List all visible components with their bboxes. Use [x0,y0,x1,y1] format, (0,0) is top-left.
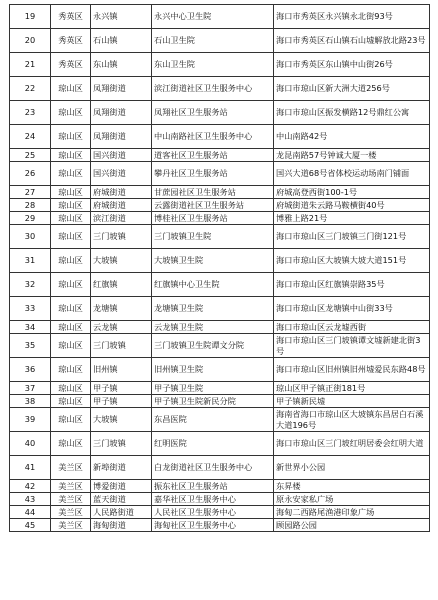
row-number: 43 [10,493,51,506]
row-number: 41 [10,456,51,480]
row-district: 琼山区 [51,101,91,125]
row-address: 国兴大道68号省体校运动场南门铺面 [274,162,430,186]
table-row [10,395,430,408]
row-district: 美兰区 [51,480,91,493]
row-address: 海口市秀英区东山镇中山街26号 [274,53,430,77]
table-row [10,225,430,249]
row-number: 44 [10,506,51,519]
table-row [10,358,430,382]
row-institution: 大坡镇卫生院 [152,249,274,273]
row-address: 博雅上路21号 [274,212,430,225]
row-district: 美兰区 [51,493,91,506]
table-row [10,186,430,199]
row-number: 19 [10,5,51,29]
table-row [10,408,430,432]
row-district: 琼山区 [51,149,91,162]
row-number: 42 [10,480,51,493]
row-address: 甲子镇新民墟 [274,395,430,408]
row-institution: 博桂社区卫生服务站 [152,212,274,225]
row-town: 博爱街道 [91,480,152,493]
row-town: 凤翔街道 [91,101,152,125]
row-town: 新埠街道 [91,456,152,480]
row-town: 凤翔街道 [91,77,152,101]
table-row [10,297,430,321]
row-district: 琼山区 [51,212,91,225]
row-address: 海口市琼山区龙塘镇中山街33号 [274,297,430,321]
table-row [10,480,430,493]
row-number: 24 [10,125,51,149]
row-institution: 三门坡镇卫生院谭文分院 [152,334,274,358]
table-row [10,212,430,225]
row-town: 三门坡镇 [91,334,152,358]
row-number: 29 [10,212,51,225]
row-district: 美兰区 [51,519,91,532]
table-row [10,493,430,506]
row-institution: 滨江街道社区卫生服务中心 [152,77,274,101]
row-address: 海口市琼山区红旗镇崇路35号 [274,273,430,297]
row-district: 琼山区 [51,358,91,382]
row-number: 21 [10,53,51,77]
row-address: 中山南路42号 [274,125,430,149]
row-town: 滨江街道 [91,212,152,225]
row-district: 美兰区 [51,506,91,519]
row-district: 琼山区 [51,334,91,358]
table-row [10,29,430,53]
row-number: 23 [10,101,51,125]
row-town: 国兴街道 [91,162,152,186]
row-address: 海口市琼山区云龙墟西街 [274,321,430,334]
row-institution: 甘蔗园社区卫生服务站 [152,186,274,199]
row-address: 海口市琼山区三门坡红明居委会红明大道 [274,432,430,456]
row-town: 石山镇 [91,29,152,53]
row-number: 27 [10,186,51,199]
table-row [10,53,430,77]
row-address: 原永安家私广场 [274,493,430,506]
clinic-table-container [9,4,429,532]
row-address: 海口市秀英区石山镇石山墟解放北路23号 [274,29,430,53]
row-district: 琼山区 [51,186,91,199]
row-district: 琼山区 [51,321,91,334]
row-town: 凤翔街道 [91,125,152,149]
row-town: 甲子镇 [91,382,152,395]
row-address: 府城高登西街100-1号 [274,186,430,199]
row-number: 31 [10,249,51,273]
row-institution: 凤翔社区卫生服务站 [152,101,274,125]
table-row [10,149,430,162]
row-district: 秀英区 [51,53,91,77]
row-address: 海口市琼山区新大洲大道256号 [274,77,430,101]
table-row [10,5,430,29]
row-district: 琼山区 [51,408,91,432]
row-institution: 甲子镇卫生院 [152,382,274,395]
table-row [10,249,430,273]
row-town: 海甸街道 [91,519,152,532]
row-district: 琼山区 [51,199,91,212]
row-institution: 旧州镇卫生院 [152,358,274,382]
table-row [10,506,430,519]
row-number: 33 [10,297,51,321]
row-town: 国兴街道 [91,149,152,162]
row-town: 永兴镇 [91,5,152,29]
row-number: 34 [10,321,51,334]
row-address: 顾园路公园 [274,519,430,532]
row-town: 大坡镇 [91,249,152,273]
table-row [10,162,430,186]
row-address: 海甸二西路尾渔港印象广场 [274,506,430,519]
row-district: 美兰区 [51,456,91,480]
row-district: 琼山区 [51,125,91,149]
row-town: 人民路街道 [91,506,152,519]
table-row [10,321,430,334]
row-number: 26 [10,162,51,186]
clinic-table [9,4,430,532]
row-town: 云龙镇 [91,321,152,334]
row-number: 45 [10,519,51,532]
row-address: 海南省海口市琼山区大坡镇东昌居白石溪大道196号 [274,408,430,432]
row-institution: 道客社区卫生服务站 [152,149,274,162]
row-address: 龙昆南路57号钟诚大厦一楼 [274,149,430,162]
row-district: 琼山区 [51,382,91,395]
row-number: 25 [10,149,51,162]
row-number: 39 [10,408,51,432]
row-district: 琼山区 [51,77,91,101]
table-row [10,519,430,532]
row-number: 30 [10,225,51,249]
row-town: 东山镇 [91,53,152,77]
clinic-table-body [10,5,430,532]
row-address: 府城街道朱云路马鞍横街40号 [274,199,430,212]
row-number: 35 [10,334,51,358]
row-institution: 东山卫生院 [152,53,274,77]
table-row [10,456,430,480]
row-number: 22 [10,77,51,101]
row-district: 琼山区 [51,395,91,408]
row-number: 40 [10,432,51,456]
row-number: 37 [10,382,51,395]
table-row [10,101,430,125]
row-district: 秀英区 [51,5,91,29]
table-row [10,432,430,456]
row-number: 20 [10,29,51,53]
row-address: 新世界小公园 [274,456,430,480]
row-number: 38 [10,395,51,408]
row-institution: 白龙街道社区卫生服务中心 [152,456,274,480]
row-address: 海口市琼山区三门坡镇谭文墟新建北街3号 [274,334,430,358]
row-address: 海口市秀英区永兴镇永北街93号 [274,5,430,29]
row-district: 琼山区 [51,162,91,186]
row-institution: 人民社区卫生服务中心 [152,506,274,519]
row-address: 海口市琼山区大坡镇大坡大道151号 [274,249,430,273]
row-institution: 攀丹社区卫生服务站 [152,162,274,186]
row-district: 琼山区 [51,273,91,297]
row-address: 海口市琼山区旧州镇旧州墟爱民东路48号 [274,358,430,382]
row-institution: 云龙镇卫生院 [152,321,274,334]
row-institution: 云露街道社区卫生服务站 [152,199,274,212]
row-institution: 红旗镇中心卫生院 [152,273,274,297]
row-institution: 振东社区卫生服务站 [152,480,274,493]
row-town: 红旗镇 [91,273,152,297]
table-row [10,199,430,212]
table-row [10,273,430,297]
row-number: 36 [10,358,51,382]
row-institution: 三门坡镇卫生院 [152,225,274,249]
row-district: 琼山区 [51,432,91,456]
row-address: 东昇楼 [274,480,430,493]
row-district: 秀英区 [51,29,91,53]
table-row [10,382,430,395]
row-town: 甲子镇 [91,395,152,408]
table-row [10,125,430,149]
row-institution: 石山卫生院 [152,29,274,53]
row-town: 大坡镇 [91,408,152,432]
row-town: 府城街道 [91,186,152,199]
row-number: 32 [10,273,51,297]
row-institution: 永兴中心卫生院 [152,5,274,29]
row-institution: 甲子镇卫生院新民分院 [152,395,274,408]
row-address: 海口市琼山区三门坡镇三门街121号 [274,225,430,249]
row-address: 海口市琼山区振发横路12号鼎红公寓 [274,101,430,125]
row-institution: 海甸社区卫生服务中心 [152,519,274,532]
row-town: 蓝天街道 [91,493,152,506]
table-row [10,77,430,101]
row-district: 琼山区 [51,225,91,249]
row-town: 旧州镇 [91,358,152,382]
row-number: 28 [10,199,51,212]
row-town: 三门坡镇 [91,225,152,249]
row-district: 琼山区 [51,249,91,273]
row-town: 龙塘镇 [91,297,152,321]
row-institution: 嘉华社区卫生服务中心 [152,493,274,506]
row-district: 琼山区 [51,297,91,321]
row-institution: 中山南路社区卫生服务中心 [152,125,274,149]
table-row [10,334,430,358]
row-institution: 东昌医院 [152,408,274,432]
row-institution: 红明医院 [152,432,274,456]
row-address: 琼山区甲子镇正街181号 [274,382,430,395]
row-institution: 龙塘镇卫生院 [152,297,274,321]
row-town: 三门坡镇 [91,432,152,456]
row-town: 府城街道 [91,199,152,212]
